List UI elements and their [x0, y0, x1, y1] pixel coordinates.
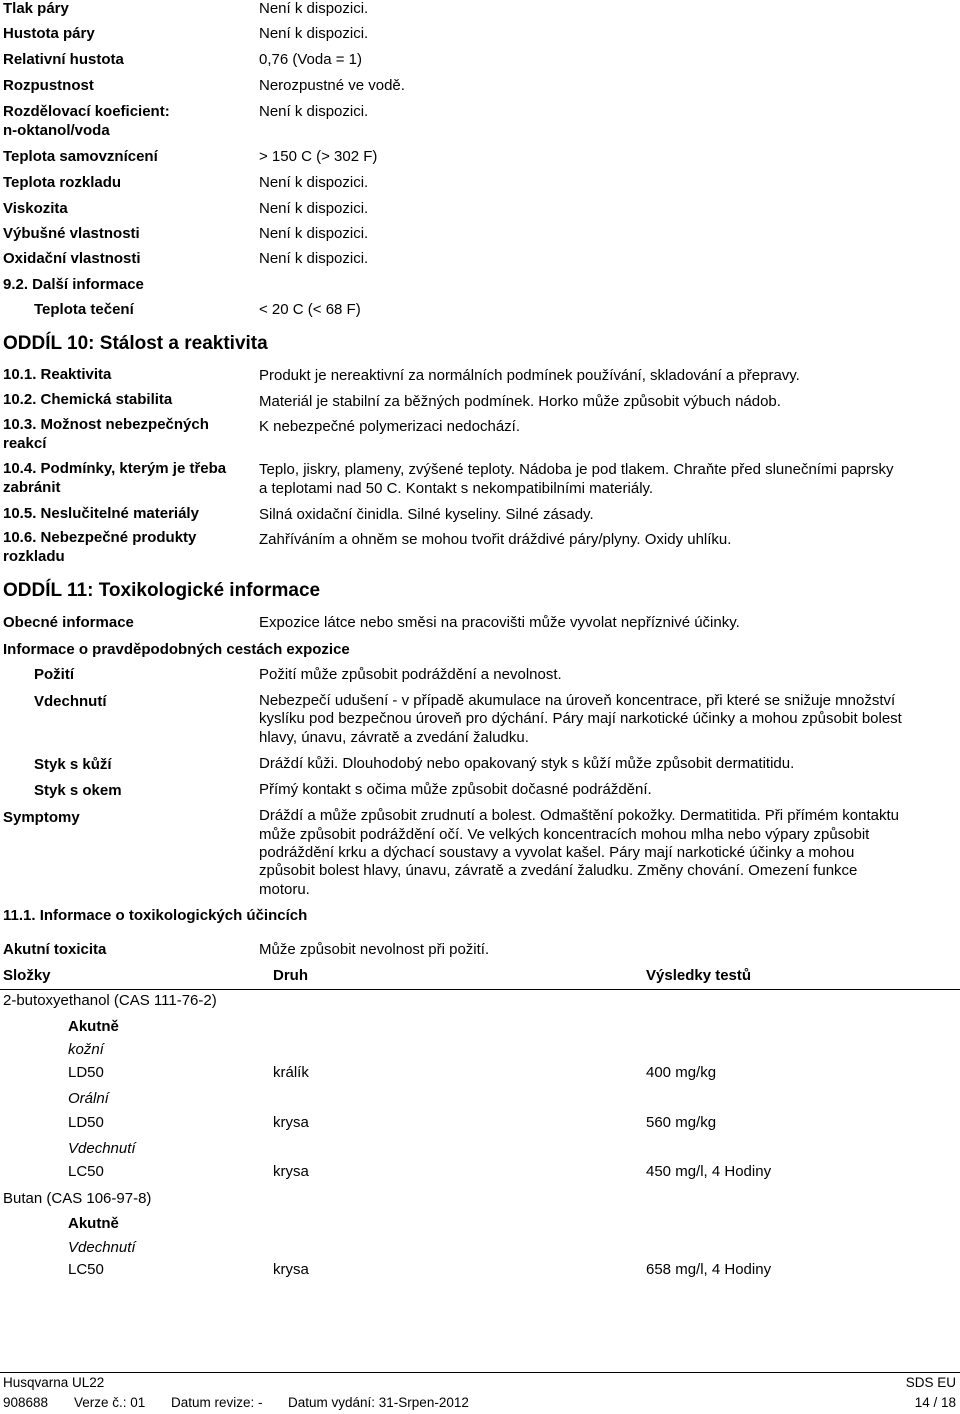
other-info-heading: 9.2. Další informace — [3, 276, 144, 293]
footer-revision-date: Datum revize: - — [171, 1395, 263, 1410]
prop-value-viscosity: Není k dispozici. — [259, 200, 369, 217]
route-dermal: kožní — [68, 1041, 104, 1058]
s10-incompatible-label: 10.5. Neslučitelné materiály — [3, 505, 199, 522]
symptoms-label: Symptomy — [3, 809, 80, 826]
footer-version: Verze č.: 01 — [74, 1395, 146, 1410]
acute-subheading-2: Akutně — [68, 1215, 119, 1232]
table-header-species: Druh — [273, 967, 308, 984]
table-row-species: krysa — [273, 1163, 309, 1180]
ingestion-label: Požití — [34, 666, 74, 683]
footer-divider — [0, 1372, 960, 1373]
footer-code: 908688 — [3, 1395, 49, 1410]
s10-stability-label: 10.2. Chemická stabilita — [3, 391, 173, 408]
symptoms-value-3: podráždění krku a dýchací soustavy a vyvolat kašel. Páry mají narkotické účinky a mohou — [259, 844, 855, 861]
s10-incompatible-value: Silná oxidační činidla. Silné kyseliny. Silné zásady. — [259, 506, 594, 523]
section-10-title: ODDÍL 10: Stálost a reaktivita — [3, 333, 268, 354]
table-row-test: LC50 — [68, 1261, 104, 1278]
prop-value-partition-coefficient: Není k dispozici. — [259, 103, 369, 120]
prop-label-vapor-pressure: Tlak páry — [3, 0, 69, 17]
table-header-divider — [0, 989, 960, 990]
table-row-test: LC50 — [68, 1163, 104, 1180]
footer-product: Husqvarna UL22 — [3, 1375, 105, 1390]
prop-label-partition-coefficient-2: n-oktanol/voda — [3, 122, 110, 139]
component-butane: Butan (CAS 106-97-8) — [3, 1190, 152, 1207]
prop-label-explosive: Výbušné vlastnosti — [3, 225, 140, 242]
prop-value-explosive: Není k dispozici. — [259, 225, 369, 242]
footer-page-number: 14 / 18 — [914, 1395, 956, 1410]
s10-hazardous-reactions-label-2: reakcí — [3, 435, 47, 452]
table-row-test: LD50 — [68, 1114, 104, 1131]
prop-value-decomposition: Není k dispozici. — [259, 174, 369, 191]
component-2-butoxyethanol: 2-butoxyethanol (CAS 111-76-2) — [3, 992, 217, 1009]
symptoms-value-5: motoru. — [259, 881, 310, 898]
route-inhalation: Vdechnutí — [68, 1140, 136, 1157]
symptoms-value-1: Dráždí a může způsobit zrudnutí a bolest. Odmaštění pokožky. Dermatitida. Při přímém kontaktu — [259, 807, 899, 824]
tox-effects-heading: 11.1. Informace o toxikologických účincích — [3, 907, 308, 924]
prop-value-solubility: Nerozpustné ve vodě. — [259, 77, 405, 94]
s10-decomposition-label: 10.6. Nebezpečné produkty — [3, 529, 197, 546]
symptoms-value-4: způsobit bolest hlavy, únavu, závratě a zvedání žaludku. Změny chování. Omezení funkce — [259, 862, 858, 879]
prop-value-autoignition: > 150 C (> 302 F) — [259, 148, 378, 165]
inhalation-value-2: kyslíku pod bezpečnou úroveň pro dýchání. Páry mají narkotické účinky a mohou způsobit bolest — [259, 710, 902, 727]
table-header-components: Složky — [3, 967, 51, 984]
s10-decomposition-label-2: rozkladu — [3, 548, 65, 565]
inhalation-label: Vdechnutí — [34, 693, 107, 710]
pour-point-label: Teplota tečení — [34, 301, 134, 318]
s10-decomposition-value: Zahříváním a ohněm se mohou tvořit dráždivé páry/plyny. Oxidy uhlíku. — [259, 531, 732, 548]
prop-label-decomposition: Teplota rozkladu — [3, 174, 122, 191]
s10-hazardous-reactions-value: K nebezpečné polymerizaci nedochází. — [259, 418, 520, 435]
s10-hazardous-reactions-label: 10.3. Možnost nebezpečných — [3, 416, 209, 433]
s10-stability-value: Materiál je stabilní za běžných podmínek. Horko může způsobit výbuch nádob. — [259, 393, 781, 410]
prop-value-vapor-pressure: Není k dispozici. — [259, 0, 369, 17]
skin-contact-value: Dráždí kůži. Dlouhodobý nebo opakovaný styk s kůží může způsobit dermatitidu. — [259, 755, 795, 772]
prop-label-relative-density: Relativní hustota — [3, 51, 124, 68]
s10-conditions-value-2: a teplotami nad 50 C. Kontakt s nekompatibilními materiály. — [259, 480, 654, 497]
table-header-results: Výsledky testů — [646, 967, 752, 984]
general-info-value: Expozice látce nebo směsi na pracovišti může vyvolat nepříznivé účinky. — [259, 614, 740, 631]
exposure-routes-heading: Informace o pravděpodobných cestách expozice — [3, 641, 350, 658]
prop-label-autoignition: Teplota samovznícení — [3, 148, 158, 165]
table-row-test: LD50 — [68, 1064, 104, 1081]
table-row-result: 560 mg/kg — [646, 1114, 717, 1131]
prop-label-viscosity: Viskozita — [3, 200, 68, 217]
symptoms-value-2: může způsobit podráždění očí. Ve velkých koncentracích mohou mlha nebo výpary způsobit — [259, 826, 870, 843]
pour-point-value: < 20 C (< 68 F) — [259, 301, 361, 318]
acute-toxicity-value: Může způsobit nevolnost při požití. — [259, 941, 490, 958]
skin-contact-label: Styk s kůží — [34, 756, 112, 773]
table-row-species: krysa — [273, 1261, 309, 1278]
table-row-species: krysa — [273, 1114, 309, 1131]
table-row-result: 400 mg/kg — [646, 1064, 717, 1081]
section-11-title: ODDÍL 11: Toxikologické informace — [3, 580, 321, 601]
table-row-result: 658 mg/l, 4 Hodiny — [646, 1261, 772, 1278]
acute-subheading-1: Akutně — [68, 1018, 119, 1035]
prop-label-solubility: Rozpustnost — [3, 77, 94, 94]
general-info-label: Obecné informace — [3, 614, 134, 631]
inhalation-value-3: hlavy, únavu, závratě a zvedání žaludku. — [259, 729, 529, 746]
acute-toxicity-label: Akutní toxicita — [3, 941, 107, 958]
table-row-species: králík — [273, 1064, 309, 1081]
s10-conditions-label-2: zabránit — [3, 479, 61, 496]
prop-value-relative-density: 0,76 (Voda = 1) — [259, 51, 362, 68]
s10-reactivity-label: 10.1. Reaktivita — [3, 366, 112, 383]
footer-issue-date: Datum vydání: 31-Srpen-2012 — [288, 1395, 469, 1410]
s10-reactivity-value: Produkt je nereaktivní za normálních podmínek používání, skladování a přepravy. — [259, 367, 800, 384]
prop-label-vapor-density: Hustota páry — [3, 25, 95, 42]
prop-label-partition-coefficient: Rozdělovací koeficient: — [3, 103, 170, 120]
ingestion-value: Požití může způsobit podráždění a nevolnost. — [259, 666, 562, 683]
prop-value-vapor-density: Není k dispozici. — [259, 25, 369, 42]
prop-value-oxidizing: Není k dispozici. — [259, 250, 369, 267]
eye-contact-value: Přímý kontakt s očima může způsobit dočasné podráždění. — [259, 781, 652, 798]
footer-doc-type: SDS EU — [905, 1375, 956, 1390]
s10-conditions-value: Teplo, jiskry, plameny, zvýšené teploty. Nádoba je pod tlakem. Chraňte před slunečními paprsky — [259, 461, 894, 478]
route-oral: Orální — [68, 1090, 109, 1107]
table-row-result: 450 mg/l, 4 Hodiny — [646, 1163, 772, 1180]
s10-conditions-label: 10.4. Podmínky, kterým je třeba — [3, 460, 227, 477]
prop-label-oxidizing: Oxidační vlastnosti — [3, 250, 141, 267]
inhalation-value-1: Nebezpečí udušení - v případě akumulace na úroveň koncentrace, při které se snižuje množství — [259, 692, 896, 709]
route-inhalation-2: Vdechnutí — [68, 1239, 136, 1256]
eye-contact-label: Styk s okem — [34, 782, 122, 799]
